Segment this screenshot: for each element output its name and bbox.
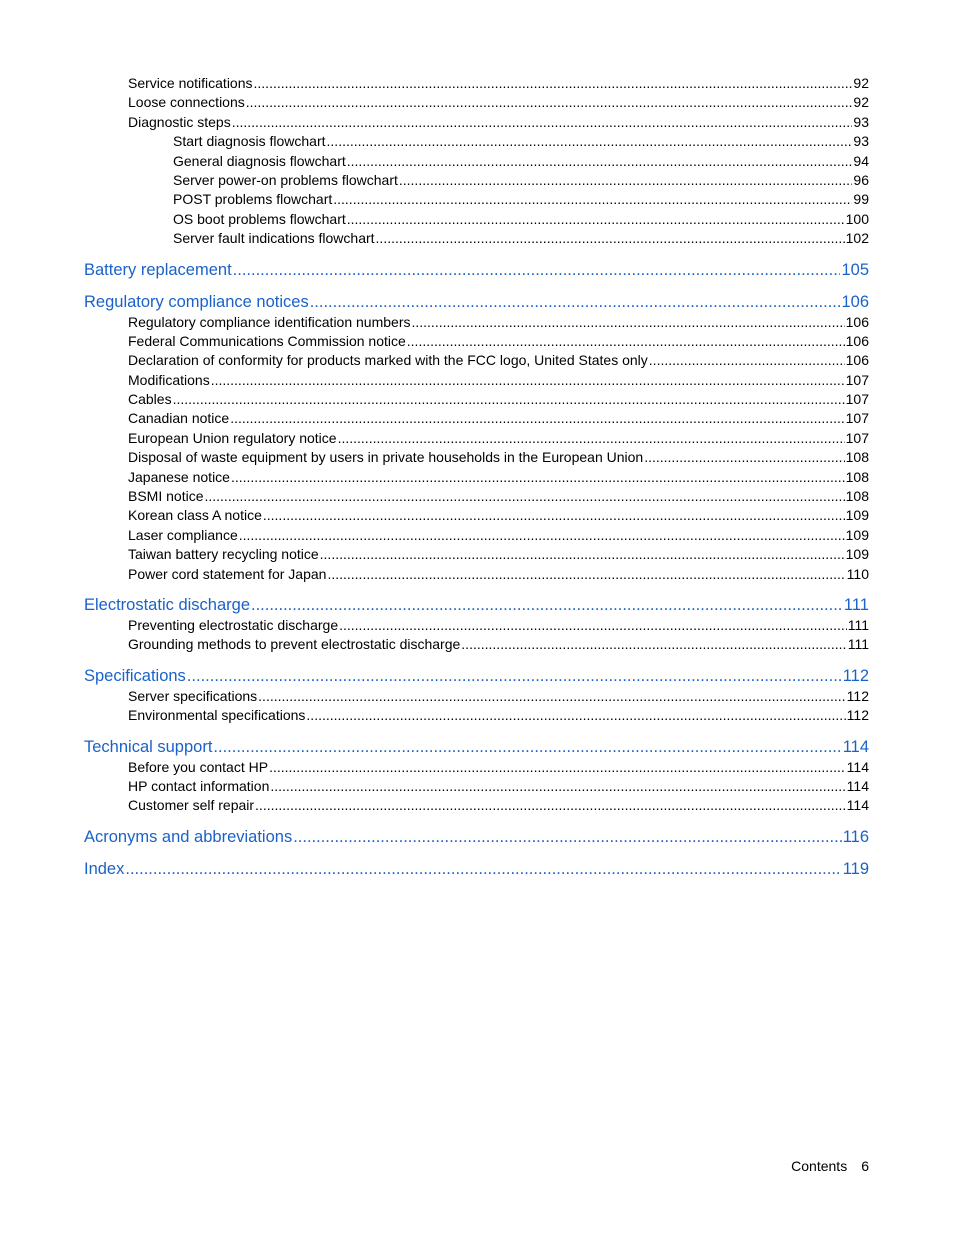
toc-section-link[interactable] [84, 409, 869, 428]
dot-leader [246, 93, 853, 112]
toc-entry-page-number: 105 [841, 260, 869, 279]
toc-entry-page-number: 92 [853, 75, 869, 91]
toc-entry-page-number: 112 [846, 687, 869, 704]
toc-entry-title: Power cord statement for Japan [128, 565, 327, 582]
toc-section-link[interactable] [84, 390, 869, 409]
toc-section-link[interactable] [84, 758, 869, 777]
dot-leader [411, 313, 844, 332]
toc-section-link[interactable] [84, 448, 869, 467]
dot-leader [347, 152, 853, 171]
dot-leader [376, 229, 845, 248]
toc-section-link[interactable] [84, 332, 869, 351]
toc-entry-page-number: 107 [845, 429, 869, 446]
toc-entry-title: Taiwan battery recycling notice [128, 546, 319, 563]
toc-section-link[interactable] [84, 351, 869, 370]
toc-chapter-link[interactable] [84, 292, 869, 313]
toc-section-link[interactable] [84, 171, 869, 190]
dot-leader [173, 390, 845, 409]
toc-entry-page-number: 116 [842, 827, 869, 846]
toc-entry-page-number: 119 [842, 859, 869, 878]
dot-leader [649, 351, 845, 370]
dot-leader [125, 859, 841, 880]
toc-chapter-link[interactable] [84, 666, 869, 687]
toc-entry-title: Federal Communications Commission notice [128, 332, 406, 349]
toc-entry-page-number: 93 [853, 113, 869, 130]
toc-section-link[interactable] [84, 93, 869, 112]
toc-section-link[interactable] [84, 74, 869, 93]
toc-entry-page-number: 111 [847, 636, 869, 653]
toc-entry-page-number: 114 [846, 777, 869, 794]
toc-entry-page-number: 107 [845, 371, 869, 388]
toc-entry-page-number: 100 [845, 210, 869, 227]
toc-section-link[interactable] [84, 113, 869, 132]
toc-section-link[interactable] [84, 796, 869, 815]
dot-leader [347, 210, 845, 229]
toc-section-link[interactable] [84, 545, 869, 564]
toc-chapter-link[interactable] [84, 737, 869, 758]
toc-entry-title: Electrostatic discharge [84, 595, 250, 614]
toc-section-link[interactable] [84, 429, 869, 448]
dot-leader [269, 758, 846, 777]
toc-section-link[interactable] [84, 313, 869, 332]
toc-entry-title: Acronyms and abbreviations [84, 827, 293, 846]
toc-section-link[interactable] [84, 565, 869, 584]
toc-entry-title: Diagnostic steps [128, 113, 231, 130]
toc-entry-page-number: 114 [842, 737, 869, 756]
dot-leader [333, 190, 852, 209]
toc-entry-page-number: 93 [853, 133, 869, 150]
toc-entry-title: Specifications [84, 666, 186, 685]
toc-entry-page-number: 111 [847, 616, 869, 633]
toc-entry-title: OS boot problems flowchart [173, 210, 346, 227]
toc-entry-title: BSMI notice [128, 488, 204, 505]
toc-entry-page-number: 108 [845, 449, 869, 466]
toc-section-link[interactable] [84, 616, 869, 635]
table-of-contents [84, 74, 869, 880]
toc-section-link[interactable] [84, 687, 869, 706]
dot-leader [327, 565, 845, 584]
toc-section-link[interactable] [84, 468, 869, 487]
dot-leader [338, 429, 845, 448]
toc-entry-title: Before you contact HP [128, 758, 269, 775]
toc-entry-page-number: 107 [845, 410, 869, 427]
toc-entry-page-number: 114 [846, 758, 869, 775]
toc-section-link[interactable] [84, 210, 869, 229]
toc-entry-page-number: 99 [853, 191, 869, 208]
toc-entry-title: Server specifications [128, 687, 258, 704]
toc-entry-page-number: 112 [842, 666, 869, 685]
dot-leader [270, 777, 845, 796]
footer-page-number: 6 [861, 1158, 869, 1174]
toc-entry-title: Battery replacement [84, 260, 232, 279]
toc-entry-title: Index [84, 859, 125, 878]
toc-entry-title: Grounding methods to prevent electrostatic discharge [128, 636, 461, 653]
dot-leader [306, 706, 845, 725]
toc-entry-title: Preventing electrostatic discharge [128, 616, 339, 633]
toc-section-link[interactable] [84, 152, 869, 171]
toc-entry-title: Regulatory compliance notices [84, 292, 309, 311]
toc-section-link[interactable] [84, 229, 869, 248]
toc-chapter-link[interactable] [84, 827, 869, 848]
dot-leader [293, 827, 841, 848]
toc-section-link[interactable] [84, 371, 869, 390]
toc-section-link[interactable] [84, 132, 869, 151]
toc-entry-title: Server power-on problems flowchart [173, 171, 398, 188]
toc-section-link[interactable] [84, 487, 869, 506]
toc-entry-page-number: 96 [853, 171, 869, 188]
toc-entry-page-number: 114 [846, 797, 869, 814]
toc-entry-page-number: 109 [845, 507, 869, 524]
toc-entry-page-number: 106 [845, 332, 869, 349]
dot-leader [327, 132, 853, 151]
dot-leader [233, 260, 841, 281]
toc-entry-title: Canadian notice [128, 410, 230, 427]
dot-leader [231, 468, 845, 487]
toc-section-link[interactable] [84, 506, 869, 525]
toc-entry-title: POST problems flowchart [173, 191, 333, 208]
dot-leader [230, 409, 844, 428]
toc-entry-page-number: 109 [845, 546, 869, 563]
dot-leader [339, 616, 847, 635]
dot-leader [320, 545, 845, 564]
dot-leader [255, 796, 846, 815]
dot-leader [251, 595, 843, 616]
toc-entry-page-number: 106 [845, 313, 869, 330]
dot-leader [254, 74, 853, 93]
toc-entry-title: Customer self repair [128, 797, 255, 814]
toc-entry-title: Disposal of waste equipment by users in private households in the European Union [128, 449, 644, 466]
dot-leader [213, 737, 841, 758]
toc-entry-page-number: 102 [845, 230, 869, 247]
dot-leader [399, 171, 853, 190]
dot-leader [310, 292, 841, 313]
toc-section-link[interactable] [84, 526, 869, 545]
toc-entry-title: HP contact information [128, 777, 270, 794]
dot-leader [258, 687, 846, 706]
footer-section-label: Contents [791, 1158, 848, 1174]
toc-entry-title: Regulatory compliance identification numbers [128, 313, 411, 330]
dot-leader [644, 448, 844, 467]
toc-entry-title: Technical support [84, 737, 213, 756]
toc-entry-title: Korean class A notice [128, 507, 262, 524]
page-footer [791, 1158, 869, 1174]
dot-leader [187, 666, 842, 687]
toc-entry-title: General diagnosis flowchart [173, 152, 346, 169]
toc-entry-page-number: 92 [853, 94, 869, 111]
toc-entry-title: Server fault indications flowchart [173, 230, 375, 247]
dot-leader [263, 506, 845, 525]
toc-section-link[interactable] [84, 777, 869, 796]
toc-chapter-link[interactable] [84, 859, 869, 880]
toc-entry-page-number: 107 [845, 391, 869, 408]
toc-entry-page-number: 112 [846, 707, 869, 724]
toc-entry-title: Declaration of conformity for products marked with the FCC logo, United States only [128, 352, 648, 369]
toc-entry-title: Environmental specifications [128, 707, 306, 724]
dot-leader [239, 526, 845, 545]
dot-leader [461, 635, 846, 654]
toc-chapter-link[interactable] [84, 260, 869, 281]
dot-leader [204, 487, 844, 506]
toc-entry-page-number: 94 [853, 152, 869, 169]
toc-entry-page-number: 106 [841, 292, 869, 311]
toc-entry-title: Modifications [128, 371, 210, 388]
toc-entry-title: Laser compliance [128, 526, 238, 543]
toc-section-link[interactable] [84, 635, 869, 654]
toc-entry-title: Loose connections [128, 94, 245, 111]
toc-entry-page-number: 111 [843, 595, 869, 614]
dot-leader [407, 332, 845, 351]
toc-entry-title: Japanese notice [128, 468, 230, 485]
toc-entry-title: European Union regulatory notice [128, 429, 337, 446]
toc-section-link[interactable] [84, 706, 869, 725]
toc-entry-page-number: 110 [846, 565, 869, 582]
toc-entry-page-number: 106 [845, 352, 869, 369]
toc-section-link[interactable] [84, 190, 869, 209]
toc-entry-page-number: 108 [845, 488, 869, 505]
toc-entry-title: Cables [128, 391, 172, 408]
toc-entry-page-number: 109 [845, 526, 869, 543]
toc-chapter-link[interactable] [84, 595, 869, 616]
dot-leader [232, 113, 853, 132]
toc-entry-title: Service notifications [128, 75, 253, 91]
toc-entry-title: Start diagnosis flowchart [173, 133, 326, 150]
dot-leader [211, 371, 845, 390]
toc-entry-page-number: 108 [845, 468, 869, 485]
